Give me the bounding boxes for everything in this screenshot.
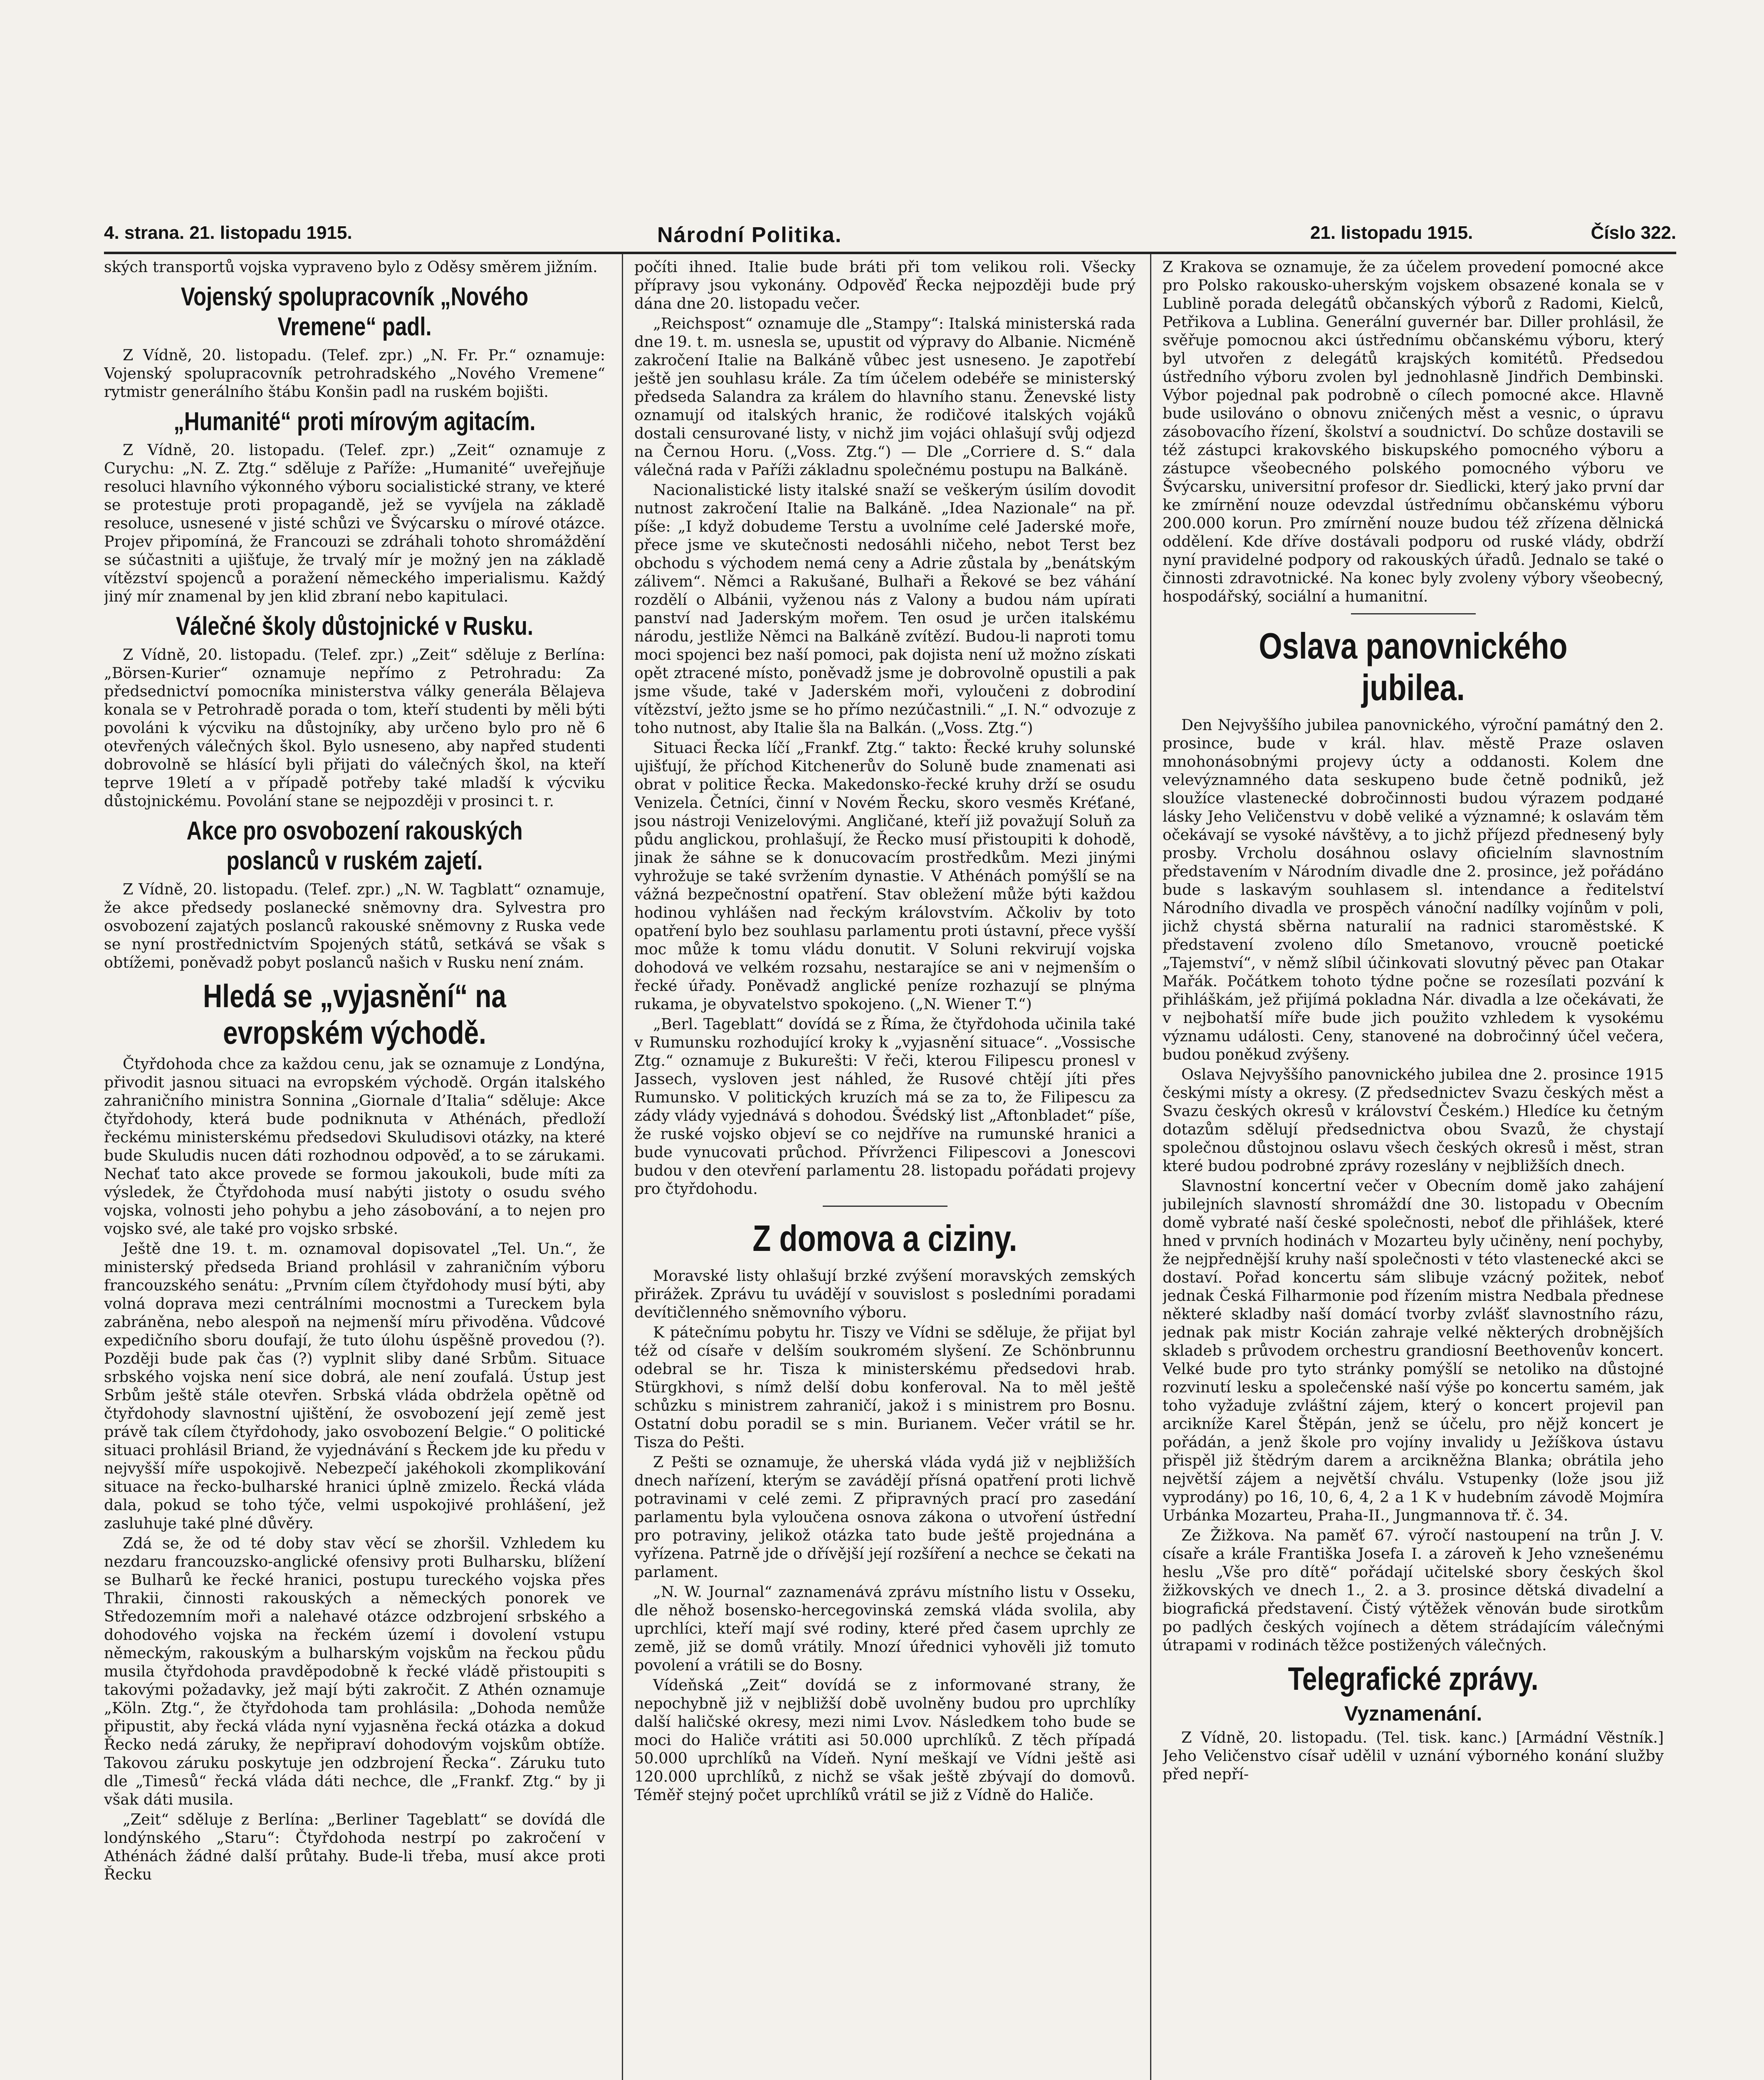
paragraph: „Berl. Tageblatt“ dovídá se z Říma, že čtyřdohoda učinila také v Rumunsku rozhodující kroky k „vyjasnění situace“. „Vossische Ztg.“ oznamuje z Bukurešti: V řeči, kterou Filipescu pronesl v Jassech, vysloven jest náhled, že Rusové chtějí jíti přes Rumunsko. V politických kruzích má se za to, že Filipescu za zády vlády vyjednává s dohodou. Švédský list „Aftonbladet“ píše, že ruské vojsko objeví se co nejdříve na rumunské hranici a bude vynucovati průchod. Přívrženci Filipescovi a Jonescovi budou v den otevření parlamentu 28. listopadu pořádati projevy pro čtyřdohodu. bbox=[634, 1015, 1136, 1198]
page-header bbox=[104, 223, 1676, 252]
section-headline: Oslava panovnického jubilea. bbox=[1259, 625, 1568, 708]
header-date: 21. listopadu 1915. bbox=[1310, 223, 1473, 243]
article-headline: Válečné školy důstojnické v Rusku. bbox=[176, 612, 533, 641]
paragraph: Z Pešti se oznamuje, že uherská vláda vydá již v nejbližších dnech nařízení, kterým se zavádějí přísná opatření proti lichvě potravinami v celé zemi. Z připravných prací pro zasedání parlamentu byla vyloučena osnova zákona o utvoření ústřední pro potraviny, jelikož otázka tato bude ještě projednána a vyřízena. Patrně jde o dřívější její rozšíření a nechce se čekati na parlament. bbox=[634, 1453, 1136, 1581]
column-2 bbox=[634, 258, 1136, 2080]
paragraph: Z Vídně, 20. listopadu. (Telef. zpr.) „N. Fr. Pr.“ oznamuje: Vojenský spolupracovník petrohradského „Nového Vremene“ rytmistr generálního štábu Konšin padl na ruském bojišti. bbox=[104, 346, 605, 401]
paragraph: „N. W. Journal“ zaznamenává zprávu místního listu v Osseku, dle něhož bosensko-hercegovinská zemská vláda svolila, aby uprchlíci, kteří mají své rodiny, které před časem uprchly ze země, již se domů vrátily. Mnozí úřednici vyhověli již tomuto povolení a vrátili se do Bosny. bbox=[634, 1583, 1136, 1674]
paragraph: počíti ihned. Italie bude bráti při tom velikou roli. Všecky přípravy jsou vykonány. Odpověď Řecka nejpozději bude prý dána dne 20. listopadu večer. bbox=[634, 258, 1136, 312]
paragraph: Situaci Řecka líčí „Frankf. Ztg.“ takto: Řecké kruhy solunské ujišťují, že příchod Kitchenerův do Soluně bude znamenati asi obrat v politice Řecka. Makedonsko-řecké kruhy drží se osudu Venizela. Četníci, činní v Novém Řecku, skoro vesměs Kréťané, jsou nástroji Venizelovými. Angličané, kteří již považují Soluň za půdu anglickou, prohlašují, že Řecko musí přistoupiti k dohodě, jinak že sáhne se k donucovacím prostředkům. Mezi jinými vyhrožuje se také svržením dynastie. V Athénách pomýšlí se na vážná bezpečnostní opatření. Stav obležení může býti každou hodinou vyhlášen nad řeckým královstvím. Ačkoliv by toto opatření bylo bez souhlasu parlamentu proti ústavní, přece vyšší moc může k tomu vládu donutit. V Soluni rekvirují vojska dohodová ve velkém rozsahu, nestarajíce se ani v nejmenším o řecké úřady. Poněvadž anglické peníze rozhazují se plnýma rukama, je obyvatelstvo spokojeno. („N. Wiener T.“) bbox=[634, 739, 1136, 1013]
paragraph: Moravské listy ohlašují brzké zvýšení moravských zemských přirážek. Zprávu tu uvádějí v souvislost s posledními poradami devítičlenného sněmovního výboru. bbox=[634, 1267, 1136, 1321]
column-1 bbox=[104, 258, 605, 2080]
paragraph: Zdá se, že od té doby stav věcí se zhoršil. Vzhledem ku nezdaru francouzsko-anglické ofensivy proti Bulharsku, blížení se Bulharů ke řecké hranici, postupu tureckého vojska přes Thrakii, činnosti rakouských a německých ponorek ve Středozemním moři a nalehavé otázce odzbrojení srbského a dohodového vojska na řeckém území i dovolení vstupu německým, rakouským a bulharským vojskům na řeckou půdu musila čtyřdohoda pravděpodobně k řecké vládě přistoupiti s takovými požadavky, jež mají býti zakročit. Z Athén oznamuje „Köln. Ztg.“, že čtyřdohoda tam prohlásila: „Dohoda nemůže připustit, aby řecká vláda nyní vyjasněna řecká otázka a dokud Řecko nedá záruky, že nepřipraví dohodovým vojskům obtíže. Takovou záruku poskytuje jen odzbrojení Řecka“. Záruku tuto dle „Timesů“ řecká vláda dáti nechce, dle „Frankf. Ztg.“ by ji však dáti musila. bbox=[104, 1534, 605, 1808]
paragraph: Ze Žižkova. Na paměť 67. výročí nastoupení na trůn J. V. císaře a krále Františka Josefa I. a zároveň k Jeho vznešenému heslu „Vše pro dítě“ pořádají učitelské sbory českých škol žižkovských ve dnech 1., 2. a 3. prosince dětská divadelní a biografická představení. Čistý výtěžek věnován bude sirotkům po padlých českých vojínech a dětem strádajícím válečnými útrapami v rodinách těžce postižených válečných. bbox=[1163, 1526, 1664, 1654]
paragraph: Ještě dne 19. t. m. oznamoval dopisovatel „Tel. Un.“, že ministerský předseda Briand prohlásil v zahraničním výboru francouzského senátu: „Prvním cílem čtyřdohody musí býti, aby volná doprava mezi centrálními mocnostmi a Tureckem byla zabráněna, nebo alespoň na nejmenší míru přivoděna. Vůdcové expedičního sboru doufají, že tuto úlohu úspěšně provedou (?). Později bude pak čas (?) vyplnit sliby dané Srbům. Situace srbského vojska není sice dobrá, ale není zoufalá. Ústup jest Srbům ještě stále otevřen. Srbská vláda obdržela opětně od čtyřdohody slavnostní ujištění, že osvobození její země jest právě tak cílem čtyřdohody, jako osvobození Belgie.“ O politické situaci prohlásil Briand, že vyjednávání s Řeckem jde ku předu v nejvyšší míře uspokojivě. Nebezpečí jakéhokoli zkomplikování situace na řecko-bulharské hranici úplně zmizelo. Řecká vláda dala, pokud se toho týče, velmi uspokojivé prohlášení, jež zasluhuje také plné důvěry. bbox=[104, 1240, 605, 1532]
subheadline: Vyznamenání. bbox=[1344, 1702, 1482, 1725]
paragraph: Oslava Nejvyššího panovnického jubilea dne 2. prosince 1915 českými místy a okresy. (Z předsednictev Svazu českých měst a Svazu českých okresů v království Českém.) Hledíce ku četným dotazům sdělují předsednictva obou Svazů, že chystají společnou důstojnou oslavu všech českých okresů i měst, stran které budou podrobné zprávy rozeslány v nejbližších dnech. bbox=[1163, 1065, 1664, 1175]
paragraph: Vídeňská „Zeit“ dovídá se z informované strany, že nepochybně již v nejbližší době uvolněny budou pro uprchlíky další haličské okresy, mezi nimi Lvov. Následkem toho bude se moci do Haliče vrátiti asi 50.000 uprchlíků. Z těch případá 50.000 uprchlíků na Vídeň. Nyní meškají ve Vídni ještě asi 120.000 uprchlíků, z nichž se však ještě zbývají do domovů. Téměř stejný počet uprchlíků vrátil se již z Vídně do Haliče. bbox=[634, 1676, 1136, 1804]
section-headline: Z domova a ciziny. bbox=[752, 1218, 1017, 1259]
paragraph: K pátečnímu pobytu hr. Tiszy ve Vídni se sděluje, že přijat byl též od císaře v delším soukromém slyšení. Ze Schönbrunnu odebral se hr. Tisza k ministerskému předsedovi hrab. Stürgkhovi, s nímž delší dobu konferoval. Na to měl ještě schůzku s ministrem zahraničí, jakož i s ministrem pro Bosnu. Ostatní dobu poradil se s min. Burianem. Večer vrátil se hr. Tisza do Pešti. bbox=[634, 1323, 1136, 1451]
section-divider bbox=[823, 1206, 948, 1207]
paragraph: Z Krakova se oznamuje, že za účelem provedení pomocné akce pro Polsko rakousko-uherským vojskem obsazené konala se v Lublině porada delegátů občanských výborů z Radomi, Kielců, Petřikova a Lublina. Generální guvernér bar. Diller prohlásil, že svěřuje pomocnou akci ústřednímu občanskému výboru, který byl utvořen z delegátů krajských komitétů. Předsedou ústředního výboru zvolen byl jednohlasně Jindřich Dembinski. Výbor pojednal pak podrobně o cílech pomocné akce. Hlavně bude usilováno o obnovu zničených měst a vesnic, o úpravu zásobovacího řízení, školství a soudnictví. Do schůze dostavili se též zástupci krakovského biskupského pomocného výboru a zástupce všeobecného polského pomocného výboru ve Švýcarsku, universitní profesor dr. Siedlicki, který jako první dar ke zmírnění nouze odevzdal ústřednímu občanskému výboru 200.000 korun. Pro zmírnění nouze budou též zřízena dělnická oddělení. Kde dříve dostávali podporu od ruské vlády, obdrží nyní pravidelné podpory od rakouských úřadů. Jednalo se také o činnosti zdravotnické. Na konec byly zvoleny výbory všeobecný, hospodářský, sociální a humanitní. bbox=[1163, 258, 1664, 605]
section-divider bbox=[1351, 613, 1476, 614]
paragraph: Z Vídně, 20. listopadu. (Telef. zpr.) „Zeit“ sděluje z Berlína: „Börsen-Kurier“ oznamuje nepřímo z Petrohradu: Za předsednictví pomocníka ministerstva války generála Bělajeva konala se v Petrohradě porada o tom, kteří studenti by měli býti povoláni k výcviku na důstojníky, aby určeno bylo pro ně 6 otevřených válečných škol. Bylo usneseno, aby napřed studenti dobrovolně se hlásící byli přijati do válečných škol, na kteří teprve 19letí a v případě potřeby také mladší k výcviku důstojnickému. Povolání stane se nejpozději v prosinci t. r. bbox=[104, 646, 605, 810]
header-rule bbox=[104, 252, 1676, 254]
section-headline: Telegrafické zprávy. bbox=[1288, 1660, 1539, 1697]
paragraph: Z Vídně, 20. listopadu. (Telef. zpr.) „Zeit“ oznamuje z Curychu: „N. Z. Ztg.“ sděluje z Paříže: „Humanité“ uveřejňuje resoluci hlavního výkonného výboru socialistické strany, ve které se protestuje proti propagandě, jež se vyvíjela na základě resoluce, usnesené v jisté schůzi ve Švýcarsku o mírové otázce. Projev připomíná, že Francouzi se zdráhali tohoto shromáždění se súčastniti a ujišťuje, že trvalý mír je možný jen na základě vítězství spojenců a poražení německého imperialismu. Každý jiný mír znamenal by jen klid zbraní nebo kapitulaci. bbox=[104, 441, 605, 605]
article-headline: „Humanité“ proti mírovým agitacím. bbox=[173, 407, 536, 436]
article-headline: Hledá se „vyjasnění“ na evropském východě. bbox=[203, 978, 506, 1051]
paragraph: „Zeit“ sděluje z Berlína: „Berliner Tageblatt“ se dovídá dle londýnského „Staru“: Čtyřdohoda nestrpí po zakročení v Athénách žádné další průtahy. Bude-li třeba, musí akce proti Řecku bbox=[104, 1810, 605, 1883]
paragraph: Nacionalistické listy italské snaží se veškerým úsilím dovodit nutnost zakročení Italie na Balkáně. „Idea Nazionale“ na př. píše: „I když dobudeme Terstu a uvolníme celé Jaderské moře, přece jsme ve skutečnosti nedosáhli ničeho, nebot Terst bez obchodu s východem nemá ceny a Adrie zůstala by „benátským zálivem“. Němci a Rakušané, Bulhaři a Řekové se bez váhání rozdělí o Albánii, vyženou nás z Valony a budou nám upírati panství nad Jaderským mořem. Ten osud je určen italskému národu, jestliže Němci na Balkáně zvítězí. Budou-li naproti tomu moci spojenci bez naší pomoci, pak dojista není už možno získati opět ztracené místo, poněvadž jsme je dobrovolně opustili a pak jsme všude, také v Jaderském moři, vyloučeni z dobrodiní vítězství, ježto jsme se ho přímo nezúčastnili.“ „I. N.“ odvozuje z toho nutnost, aby Italie šla na Balkán. („Voss. Ztg.“) bbox=[634, 481, 1136, 737]
masthead-title: Národní Politika. bbox=[657, 223, 842, 247]
paragraph: ských transportů vojska vypraveno bylo z Oděsy směrem jižním. bbox=[104, 258, 598, 276]
column-divider bbox=[1150, 254, 1151, 2080]
paragraph: „Reichspost“ oznamuje dle „Stampy“: Italská ministerská rada dne 19. t. m. usnesla se, upustit od výpravy do Albanie. Nicméně zakročení Italie na Balkáně vůbec jest usneseno. Je zapotřebí ještě jen souhlasu krále. Za tím účelem odebéře se ministerský předseda Salandra za králem do hlavního stanu. Ženevské listy oznamují od italských hranic, že rodičové italských vojáků dostali censurované listy, v nichž jim vojáci ohlašují svůj odjezd na Černou Horu. („Voss. Ztg.“) — Dle „Corriere d. S.“ dala válečná rada v Paříži základnu společnému postupu na Balkáně. bbox=[634, 314, 1136, 479]
paragraph: Den Nejvyššího jubilea panovnického, výroční památný den 2. prosince, bude v král. hlav. městě Praze oslaven mnohonásobnými projevy úcty a oddanosti. Kolem dne velevýznamného data seskupeno bude četně podniků, jež sloužíce vlastenecké dobročinnosti budou výrazem podданé lásky Jeho Veličenstvu v době veliké a významné; k oslavám těm očekávají se vysoké návštěvy, a to jichž příjezd přednesený byly prosby. Vrcholu dosáhnou oslavy oficielním slavnostním představením v Národním divadle dne 2. prosince, jež pořádáno bude s laskavým souhlasem sl. intendance a ředitelství Národního divadla ve prospěch vánoční nadílky vojínům v poli, jichž chystá sběrna naturalií na radnici staroměstské. K představení zvoleno dílo Smetanovo, vroucně poetické „Tajemství“, v němž slíbil účinkovati slovutný pěvec pan Otakar Mařák. Počátkem tohoto týdne počne se rozesílati pozvání k přihláškám, jež přijímá pokladna Nár. divadla a lze očekávati, že v nejbohatší míře bude jich použito vzhledem k vysokému významu události. Ceny, stanovené na dobročinný účel večera, budou poněkud zvýšeny. bbox=[1163, 716, 1664, 1063]
paragraph: Z Vídně, 20. listopadu. (Tel. tisk. kanc.) [Armádní Věstník.] Jeho Veličenstvo císař udělil v uznání výborného konání služby před nepří- bbox=[1163, 1728, 1664, 1783]
column-divider bbox=[622, 254, 623, 2080]
article-headline: Vojenský spolupracovník „Nového Vremene“ padl. bbox=[181, 282, 529, 341]
page-number-date: 4. strana. 21. listopadu 1915. bbox=[104, 223, 352, 243]
article-headline: Akce pro osvobození rakouských poslanců v ruském zajetí. bbox=[186, 817, 523, 875]
column-3 bbox=[1163, 258, 1664, 2080]
paragraph: Slavnostní koncertní večer v Obecním domě jako zahájení jubilejních slavností shromáždí dne 30. listopadu v Obecním domě vybraté naší české společnosti, neboť dle přihlášek, které hned v prvních hodinách v Mozarteu byly učiněny, není pochyby, že nejpřednější kruhy naší společnosti v této vlastenecké akci se dostaví. Pořad koncertu sám slibuje vzácný požitek, neboť jednak Česká Filharmonie pod řízením mistra Nedbala přednese některé skladby naší domácí tvorby zvlášť slavnostního rázu, jednak pak mistr Kocián zahraje velké některých drobnějších skladeb s průvodem orchestru grandiosní Beethovenův koncert. Velké bude pro tyto stránky pomýšlí se netoliko na důstojné rozvinutí lesku a společenské naší výše po koncertu samém, jak toho vyžaduje zvláštní zájem, který o koncert projevil pan arcikníže Karel Štěpán, jenž se účelu, pro nějž koncert je pořádán, a jenž škole pro vojíny invalidy u Ježíškova ústavu přispěl již štědrým darem a arcikněžna Blanka; obrátila jeho největší zájem a největší chválu. Vstupenky (lože jsou již vyprodány) po 16, 10, 6, 4, 2 a 1 K v hudebním závodě Mojmíra Urbánka Mozarteu, Praha-II., Jungmannova tř. č. 34. bbox=[1163, 1177, 1664, 1524]
paragraph: Z Vídně, 20. listopadu. (Telef. zpr.) „N. W. Tagblatt“ oznamuje, že akce předsedy poslanecké sněmovny dra. Sylvestra pro osvobození zajatých poslanců rakouské sněmovny z Ruska vede se nyní prostřednictvím Spojených států, setkává se však s obtížemi, poněvadž pobyt poslanců našich v Rusku není znám. bbox=[104, 880, 605, 971]
issue-number: Číslo 322. bbox=[1591, 223, 1676, 243]
paragraph: Čtyřdohoda chce za každou cenu, jak se oznamuje z Londýna, přivodit jasnou situaci na evropském východě. Orgán italského zahraničního ministra Sonnina „Giornale d’Italia“ sděluje: Akce čtyřdohody, která bude podniknuta v Athénách, předloží řeckému ministerskému předsedovi Skuludisovi otázky, na které bude Skuludis nucen dáti rozhodnou odpověď, a to se zárukami. Nechať tato akce provede se formou jakoukoli, bude míti za výsledek, že Čtyřdohoda musí nabýti jistoty o osudu svého vojska, volnosti jeho pohybu a jeho zásobování, a to nejen pro vojsko své, ale také pro vojsko srbské. bbox=[104, 1055, 605, 1238]
